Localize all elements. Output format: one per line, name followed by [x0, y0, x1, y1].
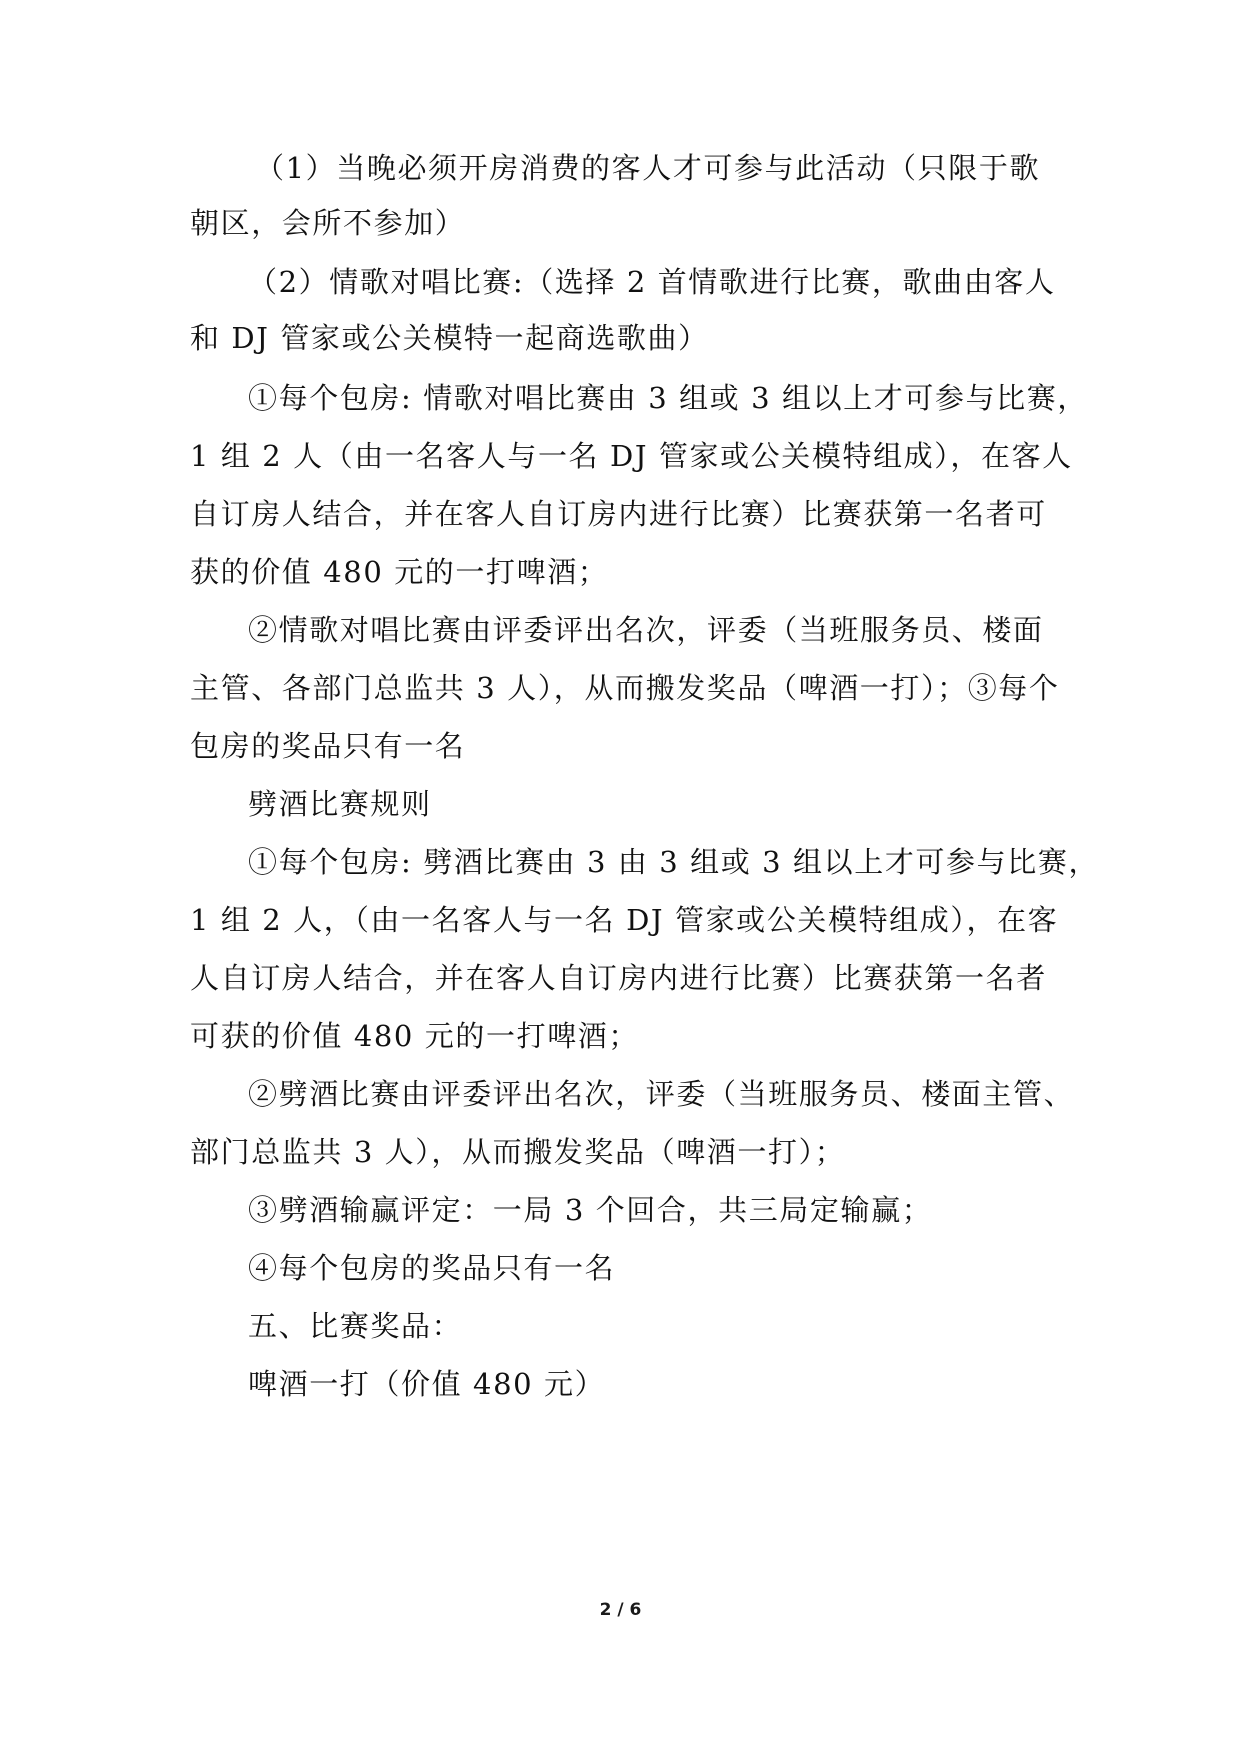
section-heading: 劈酒比赛规则 [248, 787, 432, 821]
paragraph-line: ②情歌对唱比赛由评委评出名次，评委（当班服务员、楼面 [248, 613, 1044, 647]
paragraph-line: 人自订房人结合，并在客人自订房内进行比赛）比赛获第一名者 [190, 961, 1047, 995]
page-number: 2 / 6 [599, 1600, 642, 1620]
paragraph-line: 朝区，会所不参加） [190, 206, 466, 240]
paragraph-line: 1 组 2 人（由一名客人与一名 DJ 管家或公关模特组成），在客人 [190, 439, 1073, 473]
paragraph-line: 主管、各部门总监共 3 人），从而搬发奖品（啤酒一打）；③每个 [190, 671, 1060, 705]
paragraph-line: ②劈酒比赛由评委评出名次，评委（当班服务员、楼面主管、 [248, 1077, 1075, 1111]
paragraph-line: 自订房人结合，并在客人自订房内进行比赛）比赛获第一名者可 [190, 497, 1047, 531]
paragraph-line: ③劈酒输赢评定：一局 3 个回合，共三局定输赢； [248, 1193, 933, 1227]
paragraph-line: ④每个包房的奖品只有一名 [248, 1251, 616, 1285]
section-heading: 五、比赛奖品： [248, 1309, 463, 1343]
paragraph-line: ①每个包房: 劈酒比赛由 3 由 3 组或 3 组以上才可参与比赛， [248, 845, 1100, 879]
paragraph-line: 1 组 2 人，（由一名客人与一名 DJ 管家或公关模特组成），在客 [190, 903, 1059, 937]
paragraph-line: 部门总监共 3 人），从而搬发奖品（啤酒一打）； [190, 1135, 846, 1169]
paragraph-line: ①每个包房: 情歌对唱比赛由 3 组或 3 组以上才可参与比赛， [248, 381, 1088, 415]
paragraph-line: 可获的价值 480 元的一打啤酒； [190, 1019, 639, 1053]
paragraph-line: 获的价值 480 元的一打啤酒； [190, 555, 609, 589]
paragraph-line: 包房的奖品只有一名 [190, 729, 466, 763]
paragraph-line: （2）情歌对唱比赛:（选择 2 首情歌进行比赛，歌曲由客人 [248, 265, 1056, 299]
paragraph-line: （1）当晚必须开房消费的客人才可参与此活动（只限于歌 [255, 151, 1041, 185]
paragraph-line: 啤酒一打（价值 480 元） [248, 1367, 606, 1401]
paragraph-line: 和 DJ 管家或公关模特一起商选歌曲） [190, 321, 709, 355]
